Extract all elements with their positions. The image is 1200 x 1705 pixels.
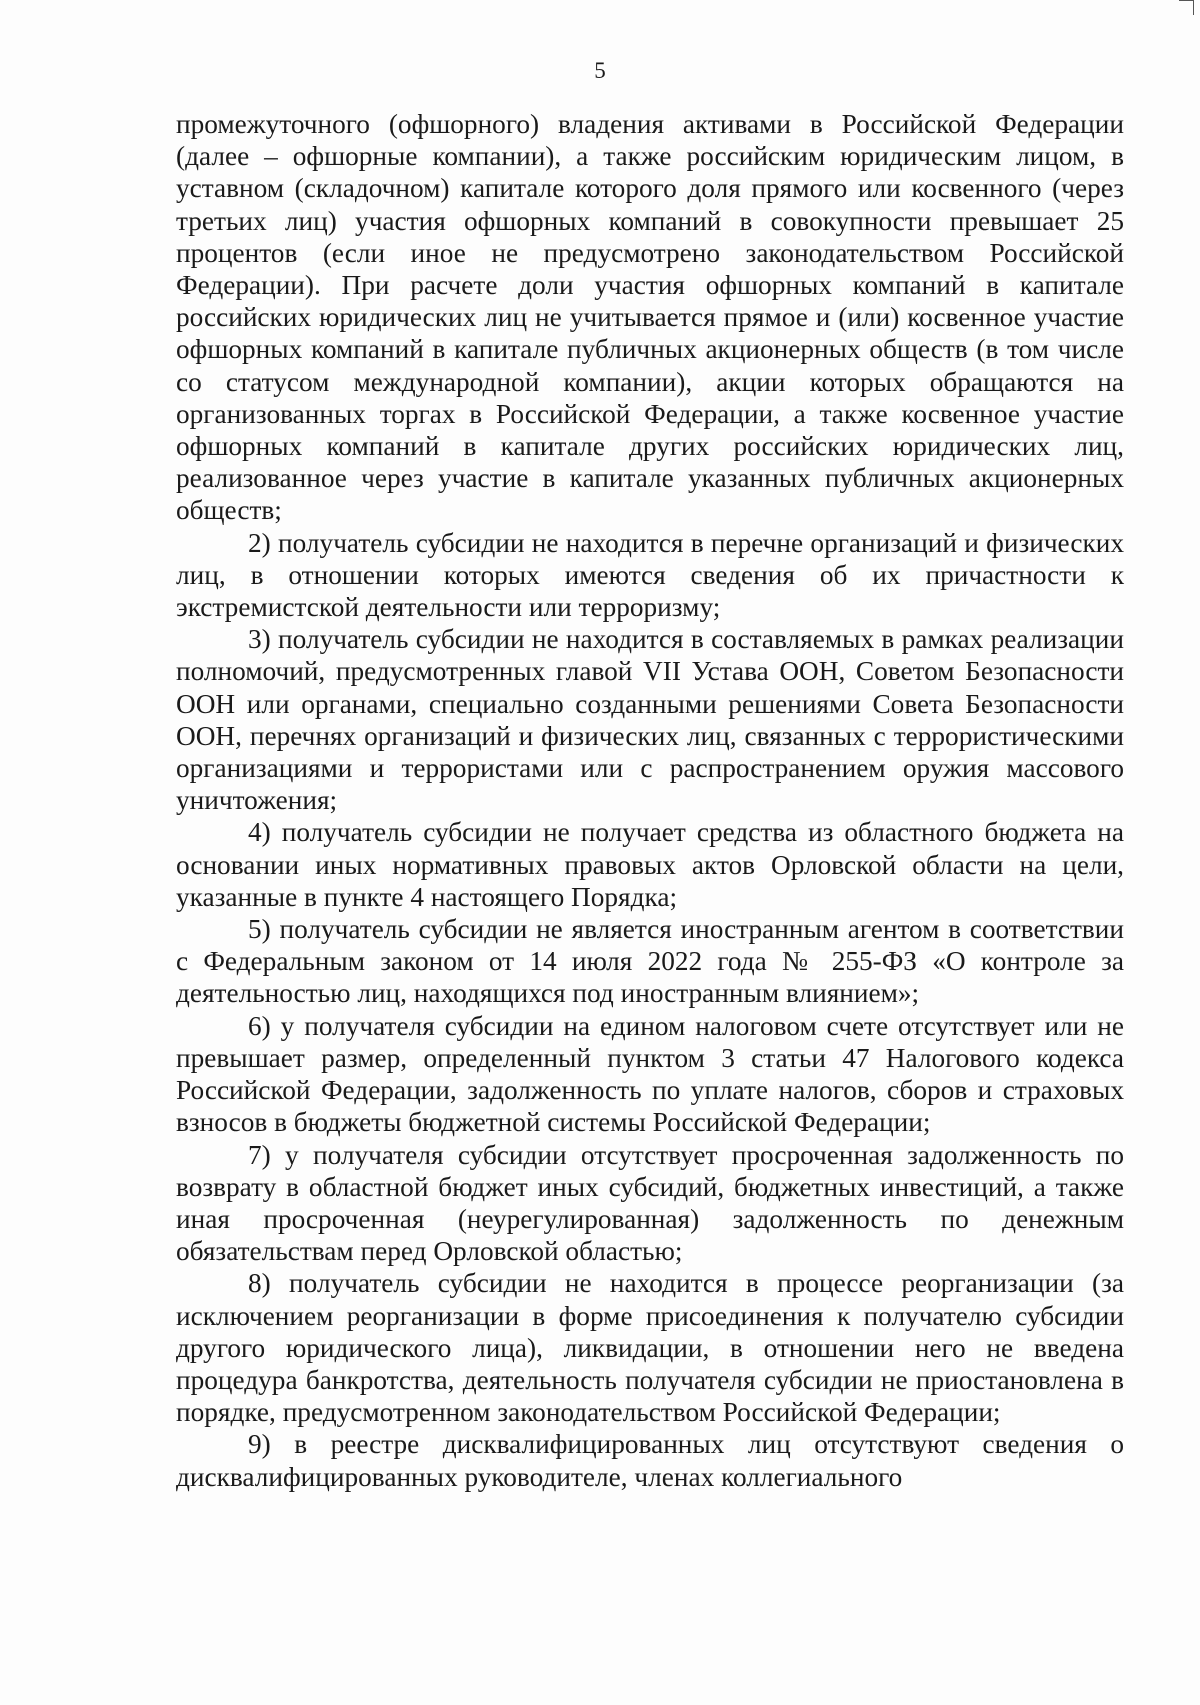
paragraph-continuation: промежуточного (офшорного) владения активами в Российской Федерации (далее – офшорные компании), а также российским юридическим лицом, в уставном (складочном) капитале которого доля прямого или косвенного (через третьих лиц) участия офшорных компаний в совокупности превышает 25 процентов (если иное не предусмотрено законодательством Российской Федерации). При расчете доли участия офшорных компаний в капитале российских юридических лиц не учитывается прямое и (или) косвенное участие офшорных компаний в капитале публичных акционерных обществ (в том числе со статусом международной компании), акции которых обращаются на организованных торгах в Российской Федерации, а также косвенное участие офшорных компаний в капитале других российских юридических лиц, реализованное через участие в капитале указанных публичных акционерных обществ; <box>176 109 1124 526</box>
list-item-2: 2) получатель субсидии не находится в перечне организаций и физических лиц, в отношении которых имеются сведения об их причастности к экстремистской деятельности или терроризму; <box>176 527 1124 623</box>
page-number: 5 <box>594 58 606 83</box>
list-item-6: 6) у получателя субсидии на едином налоговом счете отсутствует или не превышает размер, определенный пунктом 3 статьи 47 Налогового кодекса Российской Федерации, задолженность по уплате налогов, сборов и страховых взносов в бюджеты бюджетной системы Российской Федерации; <box>176 1010 1124 1138</box>
list-item-8: 8) получатель субсидии не находится в процессе реорганизации (за исключением реорганизации в форме присоединения к получателю субсидии другого юридического лица), ликвидации, в отношении него не введена процедура банкротства, деятельность получателя субсидии не приостановлена в порядке, предусмотренном законодательством Российской Федерации; <box>176 1268 1124 1428</box>
list-item-3: 3) получатель субсидии не находится в составляемых в рамках реализации полномочий, предусмотренных главой VII Устава ООН, Советом Безопасности ООН или органами, специально созданными решениями Совета Безопасности ООН, перечнях организаций и физических лиц, связанных с террористическими организациями и террористами или с распространением оружия массового уничтожения; <box>176 624 1124 816</box>
document-body <box>176 108 1124 1493</box>
scan-corner-mark <box>1179 0 1194 15</box>
list-item-7: 7) у получателя субсидии отсутствует просроченная задолженность по возврату в областной бюджет иных субсидий, бюджетных инвестиций, а также иная просроченная (неурегулированная) задолженность по денежным обязательствам перед Орловской областью; <box>176 1139 1124 1267</box>
list-item-5: 5) получатель субсидии не является иностранным агентом в соответствии с Федеральным законом от 14 июля 2022 года № 255-ФЗ «О контроле за деятельностью лиц, находящихся под иностранным влиянием»; <box>176 914 1124 1009</box>
list-item-4: 4) получатель субсидии не получает средства из областного бюджета на основании иных нормативных правовых актов Орловской области на цели, указанные в пункте 4 настоящего Порядка; <box>176 817 1124 912</box>
list-item-9: 9) в реестре дисквалифицированных лиц отсутствуют сведения о дисквалифицированных руководителе, членах коллегиального <box>176 1429 1124 1492</box>
